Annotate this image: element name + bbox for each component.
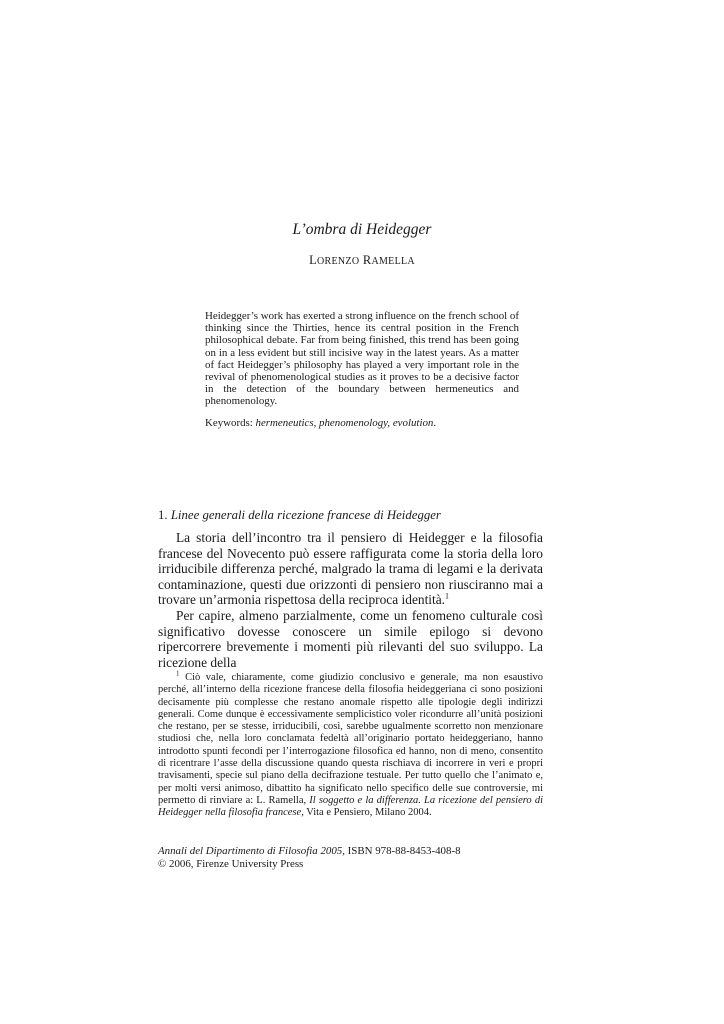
- article-title: L’ombra di Heidegger: [292, 221, 432, 238]
- abstract: Heidegger’s work has exerted a strong influence on the french school of thinking since the Thirties, hence its central position in the French philosophical debate. Far from being finished, this trend has been going on in a less evident but still incisive way in the latest years. As a matter of fact Heidegger’s philosophy has played a very important role in the revival of phenomenological studies as it proves to be a decisive factor in the detection of the boundary between hermeneutics and phenomenology.: [205, 310, 520, 408]
- keywords-label: Keywords:: [205, 417, 253, 429]
- article-author: [0, 253, 724, 268]
- footnote: [158, 669, 543, 820]
- footnote-number: 1: [176, 669, 180, 678]
- body-text: [158, 530, 543, 670]
- section-title: Linee generali della ricezione francese di Heidegger: [170, 508, 441, 522]
- footnote-text: Ciò vale, chiaramente, come giudizio conclusivo e generale, ma non esaustivo perché, all’interno della ricezione francese della filosofia heideggeriana ci sono posizioni decisamente più complesse che restano anomale rispetto alle tipologie degli indirizzi generali. Come dunque è eccessivamente semplicistico voler ricondurre all’unità posizioni che restano, per se stesse, irriducibili, così, sarebbe ugualmente scorretto non menzionare studiosi che, nella loro conclamata fedeltà all’originario portato heideggeriano, hanno introdotto spunti fecondi per l’interrogazione filosofica ed hanno, non di meno, consentito di ricentrare l’asse della discussione quando questa rischiava di incorrere in veri e propri travisamenti, specie sul piano della decifrazione testuale. Per tutto quello che l’animato e, per molti versi animoso, dibattito ha significato nello specifico delle sue controversie, mi permetto di rinviare a: L. Ramella,: [158, 672, 543, 806]
- footnote-reference: 1: [445, 591, 450, 601]
- keywords-end: .: [433, 417, 437, 429]
- paragraph-2: Per capire, almeno parzialmente, come un fenomeno culturale così significativo dovesse conoscere un simile epilogo si devono ripercorrere brevemente i momenti più rilevanti del suo sviluppo. La ricezione della: [158, 607, 543, 670]
- colophon-journal-line: [158, 845, 543, 858]
- keywords-value: hermeneutics, phenomenology, evolution: [255, 417, 434, 429]
- footnote-publisher: , Vita e Pensiero, Milano 2004.: [301, 807, 432, 819]
- author-last-initial: R: [362, 253, 372, 267]
- footnote-book-title: Il soggetto e la differenza. La ricezione del pensiero di Heidegger nella filosofia francese: [158, 794, 543, 819]
- section-number: 1.: [158, 508, 168, 522]
- paragraph-1-text: La storia dell’incontro tra il pensiero di Heidegger e la filosofia francese del Novecento può essere raffigurata come la storia della loro irriducibile differenza perché, malgrado la trama di legami e la derivata contaminazione, questi due orizzonti di pensiero non riusciranno mai a trovare un’armonia rispettosa della reciproca identità.: [158, 530, 543, 608]
- colophon-isbn: , ISBN 978-88-8453-408-8: [342, 845, 461, 857]
- keywords: [205, 417, 519, 429]
- section-heading: [158, 508, 558, 523]
- colophon-copyright: © 2006, Firenze University Press: [158, 857, 304, 870]
- author-last-rest: AMELLA: [371, 256, 415, 267]
- colophon-journal: Annali del Dipartimento di Filosofia 2005: [158, 845, 343, 857]
- author-first-initial: L: [309, 253, 318, 267]
- footnote-paragraph: [158, 669, 543, 820]
- paragraph-1: [158, 530, 543, 608]
- author-first-rest: ORENZO: [317, 256, 360, 267]
- colophon: [158, 845, 543, 870]
